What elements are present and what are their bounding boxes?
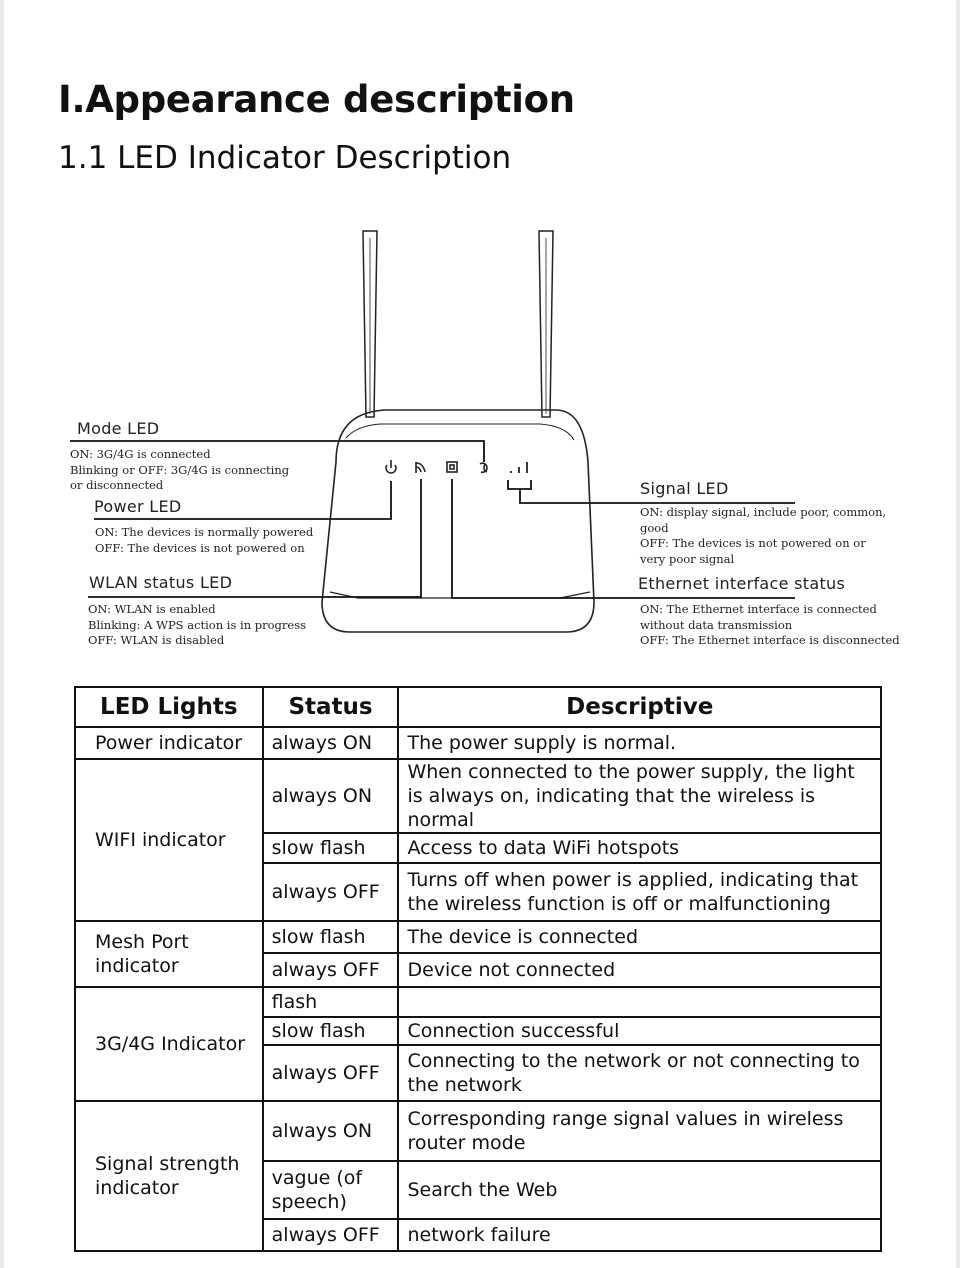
status-cell: flash: [263, 987, 399, 1017]
description-cell: Device not connected: [398, 953, 881, 987]
description-cell: Search the Web: [398, 1161, 881, 1219]
table-row: [75, 987, 881, 1017]
ethernet-icon: [447, 462, 457, 472]
ethernet-status-line: ON: The Ethernet interface is connected: [640, 602, 877, 616]
description-cell: Corresponding range signal values in wireless router mode: [398, 1101, 881, 1161]
signal-led-line: very poor signal: [640, 551, 735, 566]
signal-bars-icon: [511, 462, 527, 473]
wlan-led-line: ON: WLAN is enabled: [88, 602, 216, 616]
power-icon: [386, 460, 396, 473]
description-cell: Turns off when power is applied, indicating that the wireless function is off or malfunctioning: [398, 863, 881, 921]
led-table: [74, 686, 882, 1252]
led-name-signal-strength: Signal strength indicator: [75, 1101, 263, 1251]
description-cell: Connecting to the network or not connecting to the network: [398, 1045, 881, 1101]
wlan-led-line: OFF: WLAN is disabled: [88, 633, 225, 647]
status-cell: always ON: [263, 759, 399, 833]
ethernet-status-description: [640, 602, 900, 649]
table-row: [75, 727, 881, 759]
table-header-row: [75, 687, 881, 727]
description-cell: Access to data WiFi hotspots: [398, 833, 881, 863]
mode-led-description: [70, 447, 289, 494]
description-cell: The device is connected: [398, 921, 881, 953]
section-heading: 1.1 LED Indicator Description: [58, 140, 512, 176]
description-cell: When connected to the power supply, the light is always on, indicating that the wireless is normal: [398, 759, 881, 833]
led-name-wifi: WIFI indicator: [75, 759, 263, 921]
led-name-3g4g: 3G/4G Indicator: [75, 987, 263, 1101]
status-cell: always OFF: [263, 953, 399, 987]
power-led-title: Power LED: [94, 497, 182, 516]
mode-icon: [480, 463, 487, 472]
power-led-description: [95, 525, 313, 556]
mode-led-title: Mode LED: [77, 419, 160, 438]
power-led-line: OFF: The devices is not powered on: [95, 540, 305, 555]
signal-led-description: [640, 505, 886, 567]
mode-led-line: ON: 3G/4G is connected: [70, 447, 211, 461]
signal-led-line: OFF: The devices is not powered on or: [640, 536, 866, 550]
ethernet-status-title: Ethernet interface status: [638, 574, 846, 593]
status-cell: always OFF: [263, 1219, 399, 1251]
mode-led-line: Blinking or OFF: 3G/4G is connecting: [70, 462, 290, 477]
status-cell: slow flash: [263, 833, 399, 863]
status-cell: always OFF: [263, 1045, 399, 1101]
router-diagram: [0, 200, 960, 670]
description-cell: Connection successful: [398, 1017, 881, 1045]
status-cell: always OFF: [263, 863, 399, 921]
signal-led-title: Signal LED: [640, 479, 729, 498]
signal-led-line: good: [640, 520, 669, 535]
mode-led-line: or disconnected: [70, 478, 164, 492]
header-descriptive: Descriptive: [398, 687, 881, 727]
status-cell: always ON: [263, 727, 399, 759]
left-antenna: [363, 231, 377, 417]
wlan-led-line: Blinking: A WPS action is in progress: [88, 617, 307, 632]
description-cell: network failure: [398, 1219, 881, 1251]
header-status: Status: [263, 687, 399, 727]
status-cell: vague (of speech): [263, 1161, 399, 1219]
wlan-led-description: [88, 602, 306, 649]
right-antenna: [539, 231, 553, 417]
description-cell: The power supply is normal.: [398, 727, 881, 759]
status-cell: slow flash: [263, 1017, 399, 1045]
signal-led-line: ON: display signal, include poor, common,: [640, 505, 887, 519]
header-led-lights: LED Lights: [75, 687, 263, 727]
led-name-power: Power indicator: [75, 727, 263, 759]
ethernet-status-line: OFF: The Ethernet interface is disconnected: [640, 633, 900, 647]
table-row: [75, 921, 881, 953]
page-heading: I.Appearance description: [58, 78, 575, 121]
wifi-icon: [416, 462, 425, 473]
power-led-line: ON: The devices is normally powered: [95, 525, 314, 539]
ethernet-status-line: without data transmission: [640, 617, 793, 632]
table-row: [75, 759, 881, 833]
table-row: [75, 1101, 881, 1161]
status-cell: slow flash: [263, 921, 399, 953]
status-cell: always ON: [263, 1101, 399, 1161]
description-cell: [398, 987, 881, 1017]
led-name-mesh-port: Mesh Port indicator: [75, 921, 263, 987]
led-icons: [386, 460, 527, 473]
wlan-led-title: WLAN status LED: [89, 573, 233, 592]
